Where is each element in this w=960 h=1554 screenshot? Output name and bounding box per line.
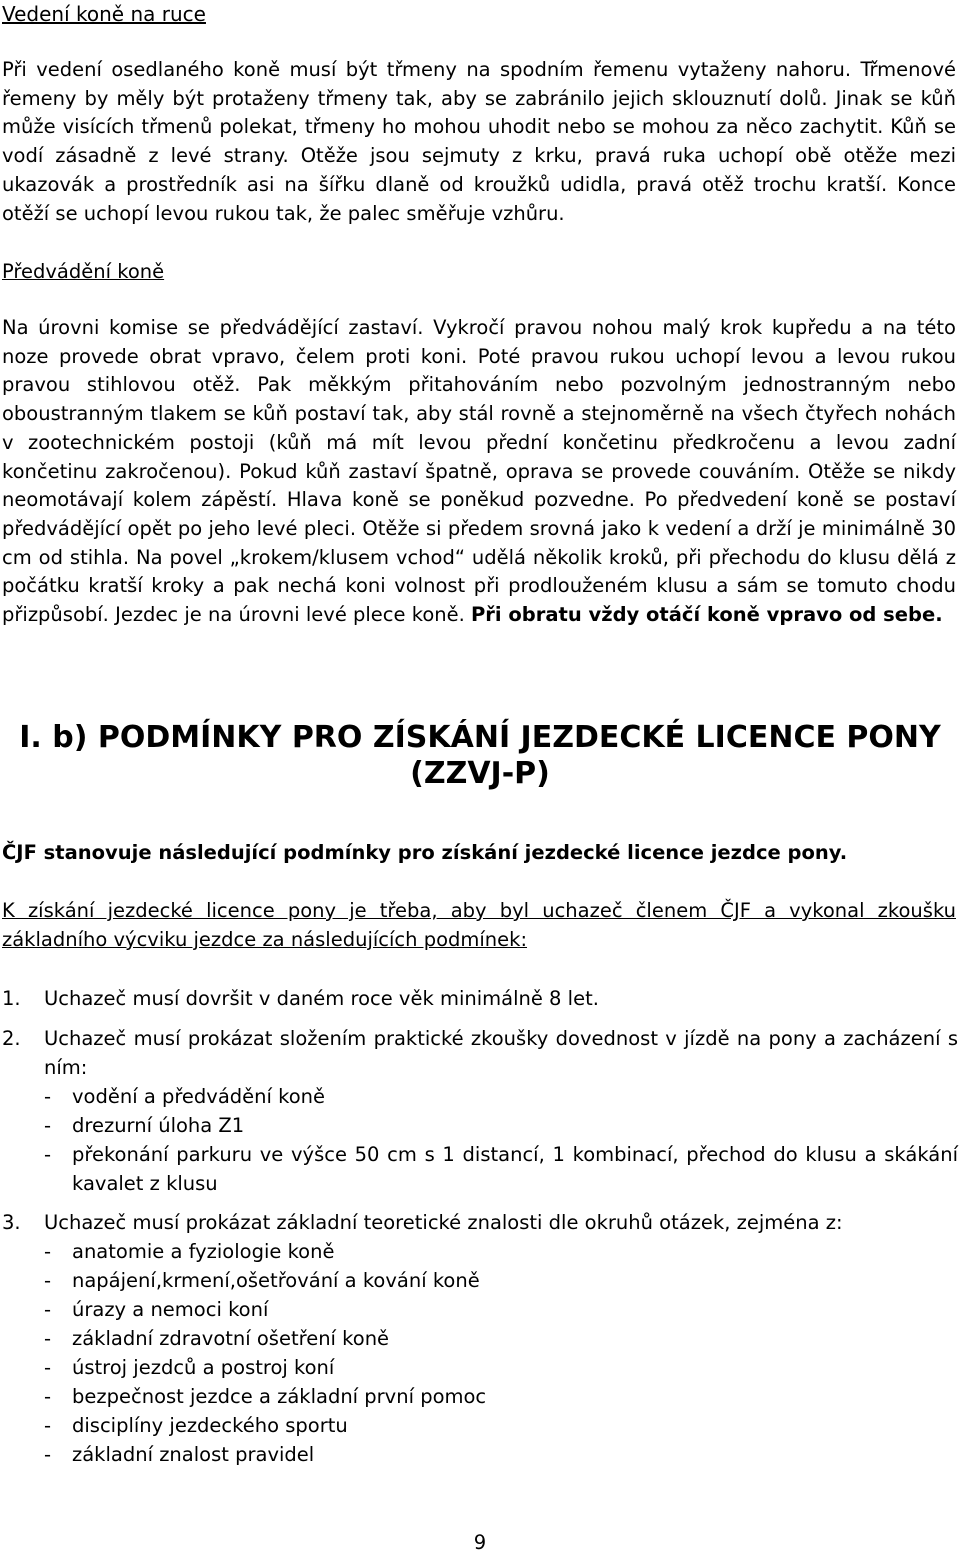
paragraph-vedeni: Při vedení osedlaného koně musí být třmeny na spodním řemenu vytaženy nahoru. Třmenové řemeny by měly být protaženy třmeny tak, aby se zabránilo jejich sklouznutí dolů. Jinak se kůň může visících třmenů polekat, třmeny ho mohou uhodit nebo se mohou za něco zachytit. Kůň se vodí zásadně z levé strany. Otěže jsou sejmuty z krku, pravá ruka uchopí obě otěže mezi ukazovák a prostředník asi na šířku dlaně od kroužků udidla, pravá otěž trochu kratší. Konce otěží se uchopí levou rukou tak, že palec směřuje vzhůru.: [2, 58, 956, 225]
list-item: - anatomie a fyziologie koně: [44, 1240, 335, 1263]
intro-paragraph: K získání jezdecké licence pony je třeba, aby byl uchazeč členem ČJF a vykonal zkoušku základního výcviku jezdce za následujících podmínek:: [2, 899, 956, 951]
condition-number: 2.: [2, 1027, 21, 1050]
list-item: - vodění a předvádění koně: [44, 1085, 326, 1108]
list-item: - disciplíny jezdeckého sportu: [44, 1414, 348, 1437]
main-title-line2: (ZZVJ-P): [410, 756, 550, 791]
paragraph-predvadeni-bold: Při obratu vždy otáčí koně vpravo od sebe.: [471, 603, 943, 627]
section-title-predvadeni: Předvádění koně: [2, 260, 165, 283]
paragraph-predvadeni-text: Na úrovni komise se předvádějící zastaví. Vykročí pravou nohou malý krok kupředu a na této noze provede obrat vpravo, čelem proti koni. Poté pravou rukou uchopí levou a levou rukou pravou stihlovou otěž. Pak měkkým přitahováním nebo pozvolným jednostranným nebo oboustranným tlakem se kůň postaví tak, aby stál rovně a stejnoměrně na všech čtyřech nohách v zootechnickém postoji (kůň má mít levou přední končetinu předkročenu a levou zadní končetinu zakročenou). Pokud kůň zastaví špatně, oprava se provede couváním. Otěže se nikdy neomotávají kolem zápěstí. Hlava koně se poněkud pozvedne. Po předvedení koně se postaví předvádějící opět po jeho levé pleci. Otěže si předem srovná jako k vedení a drží je minimálně 30 cm od stihla. Na povel „krokem/klusem vchod“ udělá několik kroků, při přechodu do klusu dělá z počátku kratší kroky a pak nechá koni volnost při prodlouženém klusu a sám se tomuto chodu přizpůsobí. Jezdec je na úrovni levé plece koně.: [2, 316, 956, 627]
condition-number: 1.: [2, 987, 21, 1010]
condition-2-list: [44, 1082, 958, 1198]
condition-3-list: [44, 1237, 958, 1469]
list-item: - drezurní úloha Z1: [44, 1114, 245, 1137]
main-title-line1: I. b) PODMÍNKY PRO ZÍSKÁNÍ JEZDECKÉ LICENCE PONY: [19, 720, 941, 755]
list-item: - bezpečnost jezdce a základní první pomoc: [44, 1385, 487, 1408]
condition-number: 3.: [2, 1211, 21, 1234]
condition-text: Uchazeč musí prokázat složením praktické zkoušky dovednost v jízdě na pony a zacházení s ním:: [44, 1027, 958, 1079]
page-number: 9: [473, 1531, 487, 1554]
list-item: - ústroj jezdců a postroj koní: [44, 1356, 335, 1379]
list-item: - základní znalost pravidel: [44, 1443, 315, 1466]
condition-item-3: [2, 1208, 958, 1469]
section-title-vedeni: Vedení koně na ruce: [2, 2, 206, 26]
paragraph-predvadeni: [2, 314, 956, 630]
condition-text: Uchazeč musí dovršit v daném roce věk minimálně 8 let.: [44, 987, 599, 1010]
main-title: [0, 720, 960, 792]
list-item: - úrazy a nemoci koní: [44, 1298, 269, 1321]
list-item: - základní zdravotní ošetření koně: [44, 1327, 390, 1350]
condition-item-2: [2, 1024, 958, 1198]
list-item: - překonání parkuru ve výšce 50 cm s 1 distancí, 1 kombinací, přechod do klusu a skákání kavalet z klusu: [44, 1143, 958, 1195]
condition-item-1: [2, 984, 958, 1013]
condition-text: Uchazeč musí prokázat základní teoretické znalosti dle okruhů otázek, zejména z:: [44, 1211, 843, 1234]
cjf-statement: ČJF stanovuje následující podmínky pro získání jezdecké licence jezdce pony.: [2, 841, 848, 864]
list-item: - napájení,krmení,ošetřování a kování koně: [44, 1269, 480, 1292]
